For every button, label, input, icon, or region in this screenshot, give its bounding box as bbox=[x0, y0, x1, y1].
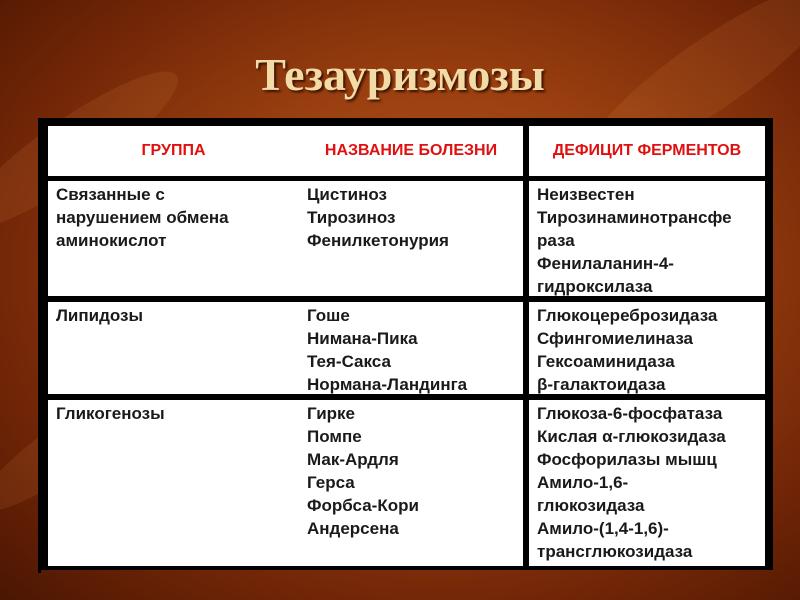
cell-line: раза bbox=[537, 231, 575, 250]
cell-line: Нимана-Пика bbox=[307, 329, 418, 348]
row-3-disease bbox=[299, 400, 523, 566]
cell-line: Связанные с bbox=[56, 185, 165, 204]
row-3-enzyme bbox=[529, 400, 765, 566]
cell-line: Фенилаланин-4- bbox=[537, 254, 674, 273]
header-disease: НАЗВАНИЕ БОЛЕЗНИ bbox=[299, 126, 523, 176]
cell-line: Кислая α-глюкозидаза bbox=[537, 427, 726, 446]
cell-line: Гоше bbox=[307, 306, 350, 325]
cell-line: Гирке bbox=[307, 404, 356, 423]
cell-line: Амило-1,6- bbox=[537, 473, 629, 492]
cell-line: Мак-Ардля bbox=[307, 450, 399, 469]
row-2-disease bbox=[299, 302, 523, 394]
cell-line: Гексоаминидаза bbox=[537, 352, 675, 371]
cell-line: Цистиноз bbox=[307, 185, 387, 204]
cell-line: Фосфорилазы мышц bbox=[537, 450, 717, 469]
cell-line: Андерсена bbox=[307, 519, 399, 538]
cell-line: Тирозиноз bbox=[307, 208, 396, 227]
header-enzyme: ДЕФИЦИТ ФЕРМЕНТОВ bbox=[529, 126, 765, 176]
cell-line: Герса bbox=[307, 473, 355, 492]
cell-line: Тея-Сакса bbox=[307, 352, 391, 371]
cell-line: Фенилкетонурия bbox=[307, 231, 449, 250]
row-1-enzyme bbox=[529, 181, 765, 296]
cell-line: Тирозинаминотрансфе bbox=[537, 208, 732, 227]
row-2-group bbox=[48, 302, 299, 394]
cell-line: Неизвестен bbox=[537, 185, 635, 204]
row-2-enzyme bbox=[529, 302, 765, 394]
row-3-group bbox=[48, 400, 299, 566]
cell-line: Сфингомиелиназа bbox=[537, 329, 694, 348]
cell-line: глюкозидаза bbox=[537, 496, 645, 515]
cell-line: нарушением обмена bbox=[56, 208, 229, 227]
disease-table bbox=[40, 118, 773, 570]
cell-line: β-галактоидаза bbox=[537, 375, 666, 394]
cell-line: Форбса-Кори bbox=[307, 496, 419, 515]
cell-line: Амило-(1,4-1,6)- bbox=[537, 519, 669, 538]
header-group: ГРУППА bbox=[48, 126, 299, 176]
cell-line: Глюкоцереброзидаза bbox=[537, 306, 718, 325]
row-1-group bbox=[48, 181, 299, 296]
cell-line: Липидозы bbox=[56, 306, 144, 325]
cell-line: аминокислот bbox=[56, 231, 167, 250]
cell-line: Гликогенозы bbox=[56, 404, 165, 423]
cell-line: Глюкоза-6-фосфатаза bbox=[537, 404, 723, 423]
cell-line: Помпе bbox=[307, 427, 362, 446]
cell-line: трансглюкозидаза bbox=[537, 542, 693, 561]
slide-title: Тезауризмозы bbox=[255, 49, 545, 100]
cell-line: гидроксилаза bbox=[537, 277, 653, 296]
row-1-disease bbox=[299, 181, 523, 296]
cell-line: Нормана-Ландинга bbox=[307, 375, 468, 394]
